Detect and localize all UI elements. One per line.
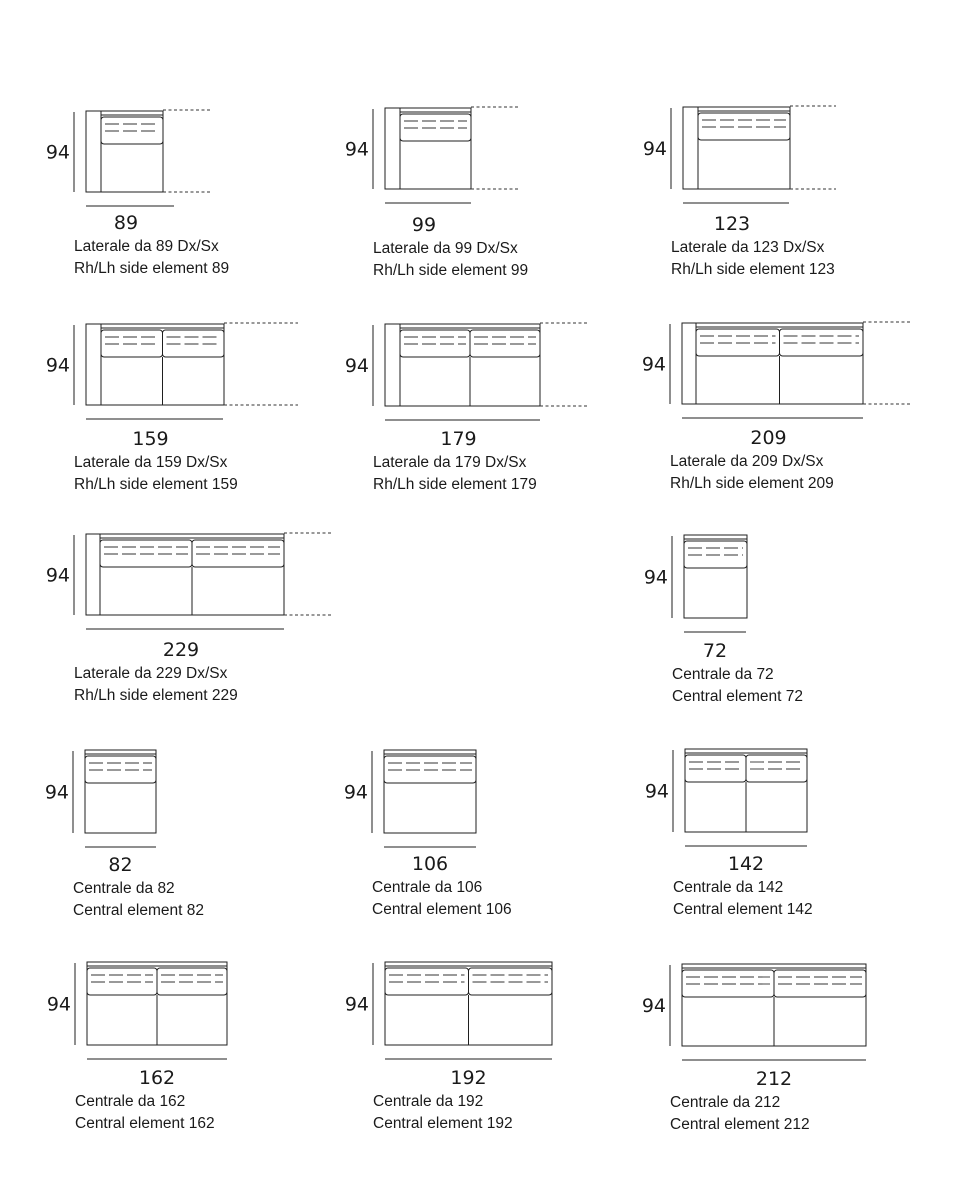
back-cushion — [101, 117, 163, 144]
back-cushion — [163, 330, 225, 357]
back-cushion — [85, 756, 156, 783]
module-drawing — [46, 533, 332, 704]
element-name-it: Centrale da 82 — [73, 880, 175, 897]
width-label: 159 — [132, 428, 169, 450]
width-label: 179 — [440, 428, 477, 450]
element-name-it: Laterale da 229 Dx/Sx — [74, 665, 228, 682]
element-name-it: Centrale da 106 — [372, 879, 483, 896]
depth-label: 94 — [344, 138, 369, 161]
width-label: 106 — [411, 853, 449, 875]
element-name-en: Central element 106 — [372, 901, 512, 918]
back-cushion — [774, 970, 866, 997]
back-cushion — [400, 330, 470, 357]
width-label: 162 — [138, 1067, 176, 1089]
back-cushion — [470, 330, 540, 357]
element-name-en: Central element 192 — [373, 1115, 513, 1132]
element-name-en: Rh/Lh side element 209 — [670, 475, 834, 492]
element-name-en: Central element 142 — [673, 901, 813, 918]
width-label: 209 — [750, 427, 787, 449]
back-cushion — [698, 113, 790, 140]
module-drawing — [45, 750, 204, 919]
module-drawing — [46, 110, 229, 277]
depth-label: 94 — [44, 781, 69, 804]
back-cushion — [192, 540, 284, 567]
element-name-en: Central element 212 — [670, 1116, 810, 1133]
element-name-en: Rh/Lh side element 179 — [373, 476, 537, 493]
back-cushion — [685, 755, 746, 782]
depth-label: 94 — [344, 993, 369, 1016]
back-cushion — [100, 540, 192, 567]
back-cushion — [101, 330, 163, 357]
module-drawing — [644, 535, 803, 705]
element-name-it: Centrale da 72 — [672, 666, 774, 683]
width-label: 82 — [108, 854, 133, 876]
module-drawing — [345, 962, 552, 1132]
element-name-it: Centrale da 142 — [673, 879, 784, 896]
width-label: 89 — [113, 212, 139, 234]
element-name-en: Central element 162 — [75, 1115, 215, 1132]
module-drawing — [46, 323, 298, 493]
module-drawing — [345, 107, 528, 279]
back-cushion — [384, 756, 476, 783]
width-label: 229 — [162, 639, 200, 661]
module-drawing — [344, 750, 512, 918]
element-name-it: Centrale da 192 — [373, 1093, 484, 1110]
back-cushion — [87, 968, 157, 995]
element-name-en: Rh/Lh side element 229 — [74, 687, 238, 704]
back-cushion — [385, 968, 469, 995]
back-cushion — [696, 329, 780, 356]
element-name-en: Central element 72 — [672, 688, 803, 705]
module-drawing — [642, 322, 910, 492]
width-label: 72 — [702, 640, 728, 662]
module-drawing — [643, 106, 836, 278]
width-label: 123 — [713, 213, 751, 235]
element-name-en: Rh/Lh side element 89 — [74, 260, 230, 277]
element-name-en: Central element 82 — [73, 902, 204, 919]
depth-label: 94 — [641, 995, 666, 1017]
element-name-it: Laterale da 123 Dx/Sx — [671, 239, 825, 256]
depth-label: 94 — [642, 138, 667, 160]
module-drawing — [642, 964, 866, 1133]
element-name-en: Rh/Lh side element 159 — [74, 476, 238, 493]
element-name-it: Laterale da 89 Dx/Sx — [74, 238, 219, 255]
module-drawing — [345, 323, 587, 493]
module-drawing — [645, 749, 813, 918]
depth-label: 94 — [45, 141, 70, 164]
depth-label: 94 — [45, 354, 70, 377]
back-cushion — [780, 329, 864, 356]
width-label: 192 — [450, 1067, 487, 1089]
depth-label: 94 — [644, 780, 669, 803]
back-cushion — [469, 968, 553, 995]
element-name-it: Laterale da 179 Dx/Sx — [373, 454, 527, 471]
depth-label: 94 — [643, 566, 668, 589]
back-cushion — [400, 114, 471, 141]
back-cushion — [682, 970, 774, 997]
element-name-en: Rh/Lh side element 99 — [373, 262, 529, 279]
depth-label: 94 — [641, 353, 666, 376]
element-name-it: Laterale da 159 Dx/Sx — [74, 454, 228, 471]
width-label: 99 — [411, 214, 437, 236]
back-cushion — [746, 755, 807, 782]
back-cushion — [157, 968, 227, 995]
depth-label: 94 — [45, 564, 70, 587]
back-cushion — [684, 541, 747, 568]
element-name-it: Centrale da 212 — [670, 1094, 781, 1111]
element-name-en: Rh/Lh side element 123 — [671, 261, 835, 278]
width-label: 142 — [727, 853, 765, 875]
element-name-it: Laterale da 209 Dx/Sx — [670, 453, 824, 470]
width-label: 212 — [755, 1068, 793, 1090]
depth-label: 94 — [344, 355, 369, 377]
module-drawing — [47, 962, 227, 1132]
depth-label: 94 — [343, 781, 368, 804]
element-name-it: Centrale da 162 — [75, 1093, 186, 1110]
element-name-it: Laterale da 99 Dx/Sx — [373, 240, 518, 257]
depth-label: 94 — [46, 993, 71, 1016]
